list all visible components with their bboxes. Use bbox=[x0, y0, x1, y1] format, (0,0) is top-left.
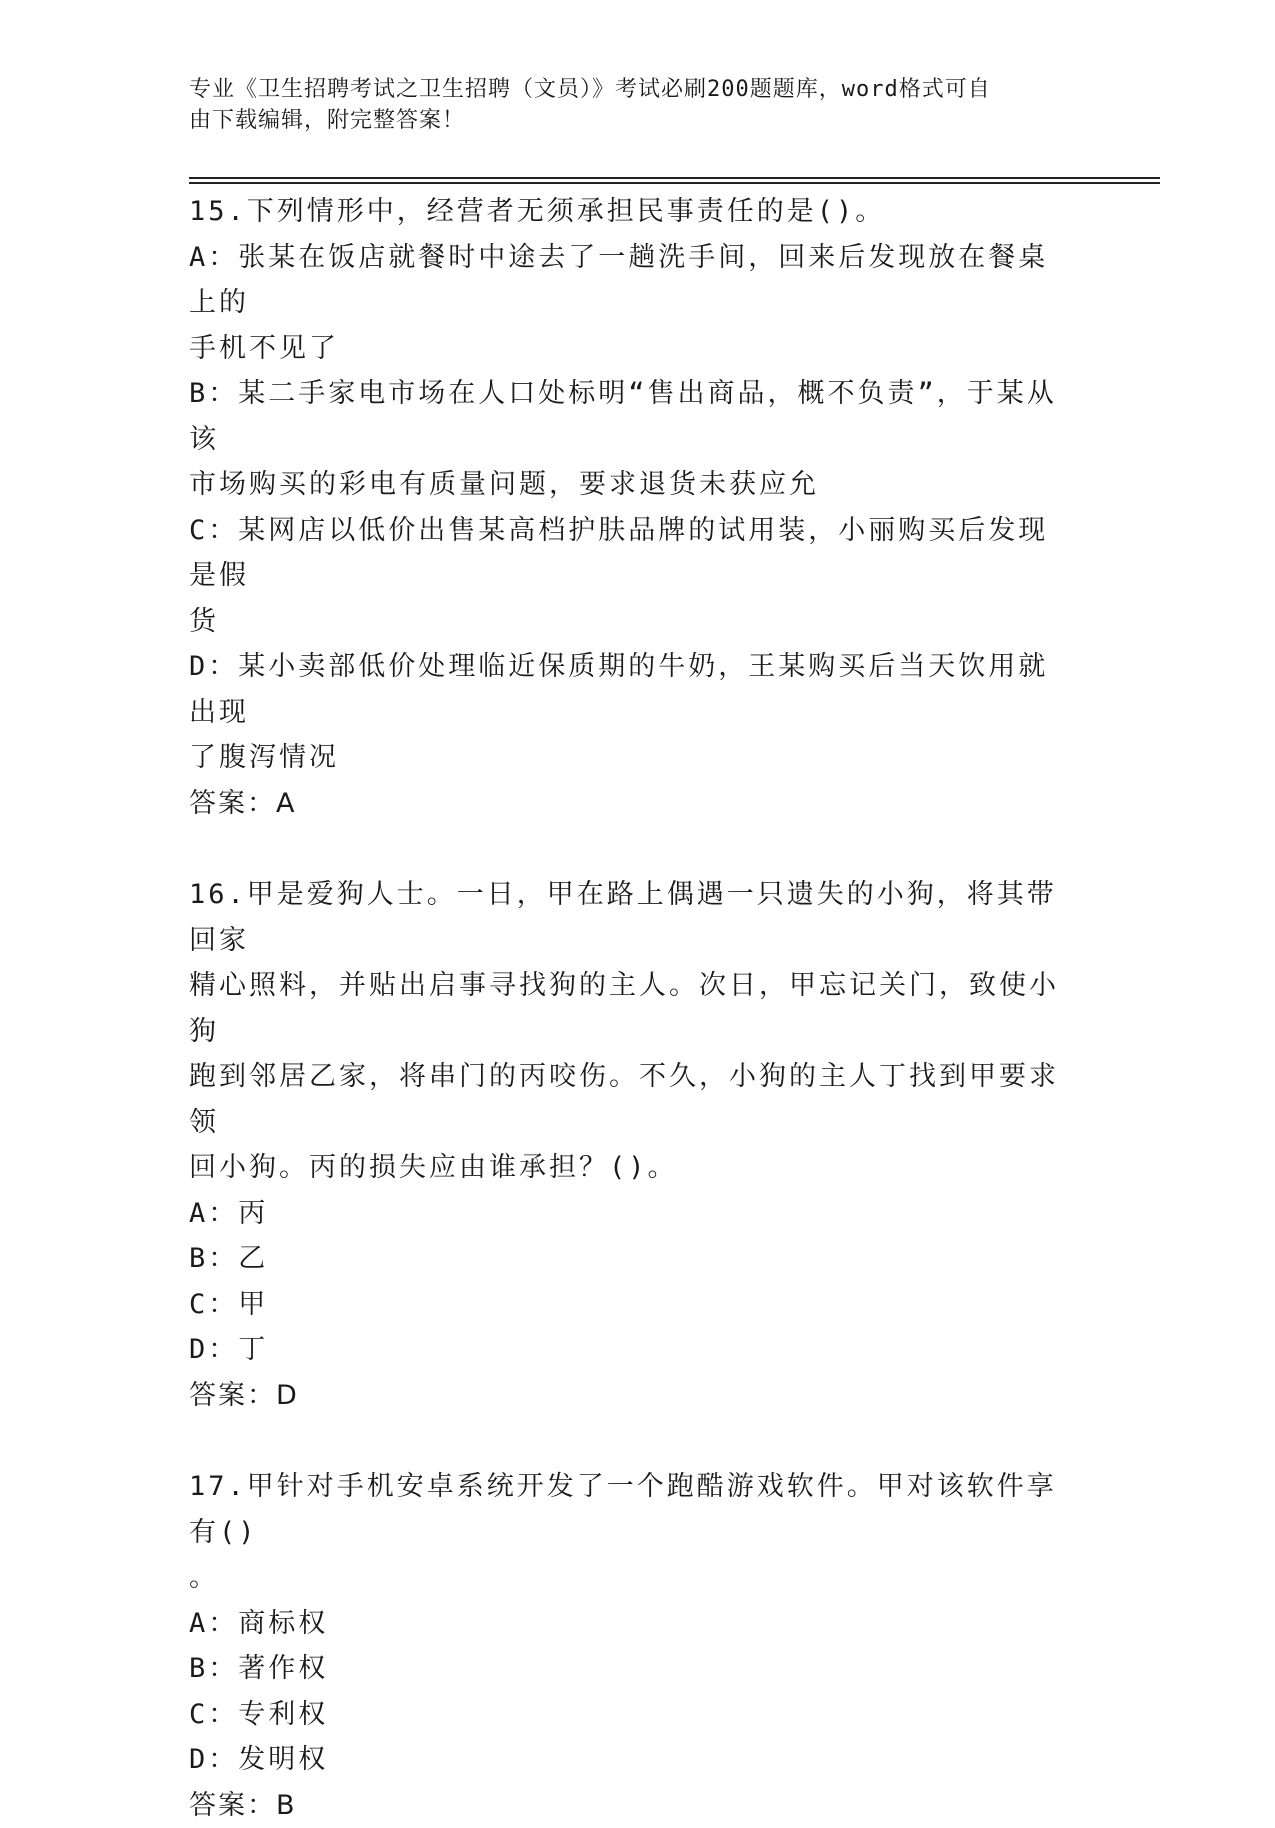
option-d-line-1: D：某小卖部低价处理临近保质期的牛奶，王某购买后当天饮用就出现 bbox=[189, 644, 1069, 735]
answer-label: 答案：D bbox=[189, 1373, 1069, 1419]
option-a: A：商标权 bbox=[189, 1601, 1069, 1647]
header-line-2: 由下载编辑，附完整答案！ bbox=[189, 105, 1069, 136]
question-stem-line: 回小狗。丙的损失应由谁承担？()。 bbox=[189, 1145, 1069, 1191]
question-stem-line: 跑到邻居乙家，将串门的丙咬伤。不久，小狗的主人丁找到甲要求领 bbox=[189, 1054, 1069, 1145]
option-c: C：甲 bbox=[189, 1282, 1069, 1328]
option-c-line-2: 货 bbox=[189, 599, 1069, 645]
question-list bbox=[189, 189, 1069, 1828]
option-d: D：丁 bbox=[189, 1327, 1069, 1373]
document-header bbox=[189, 74, 1069, 136]
header-divider-bottom bbox=[189, 182, 1160, 184]
option-a: A：丙 bbox=[189, 1191, 1069, 1237]
option-a-line-2: 手机不见了 bbox=[189, 326, 1069, 372]
question-stem-line: 17.甲针对手机安卓系统开发了一个跑酷游戏软件。甲对该软件享有() bbox=[189, 1464, 1069, 1555]
option-a-line-1: A：张某在饭店就餐时中途去了一趟洗手间，回来后发现放在餐桌上的 bbox=[189, 235, 1069, 326]
answer-label: 答案：A bbox=[189, 781, 1069, 827]
option-d-line-2: 了腹泻情况 bbox=[189, 735, 1069, 781]
question-spacer bbox=[189, 826, 1069, 872]
question-15 bbox=[189, 189, 1069, 826]
question-stem-line: 精心照料，并贴出启事寻找狗的主人。次日，甲忘记关门，致使小狗 bbox=[189, 963, 1069, 1054]
question-stem-line: 。 bbox=[189, 1555, 1069, 1601]
option-c: C：专利权 bbox=[189, 1692, 1069, 1738]
question-16 bbox=[189, 872, 1069, 1418]
question-stem-line: 16.甲是爱狗人士。一日，甲在路上偶遇一只遗失的小狗，将其带回家 bbox=[189, 872, 1069, 963]
option-c-line-1: C：某网店以低价出售某高档护肤品牌的试用装，小丽购买后发现是假 bbox=[189, 508, 1069, 599]
option-b: B：乙 bbox=[189, 1236, 1069, 1282]
option-d: D：发明权 bbox=[189, 1737, 1069, 1783]
header-divider-top bbox=[189, 177, 1160, 179]
option-b-line-2: 市场购买的彩电有质量问题，要求退货未获应允 bbox=[189, 462, 1069, 508]
answer-label: 答案：B bbox=[189, 1783, 1069, 1828]
question-spacer bbox=[189, 1418, 1069, 1464]
header-line-1: 专业《卫生招聘考试之卫生招聘（文员）》考试必刷200题题库，word格式可自 bbox=[189, 74, 1069, 105]
option-b-line-1: B：某二手家电市场在人口处标明“售出商品，概不负责”，于某从该 bbox=[189, 371, 1069, 462]
option-b: B：著作权 bbox=[189, 1646, 1069, 1692]
question-17 bbox=[189, 1464, 1069, 1828]
question-stem-line: 15.下列情形中，经营者无须承担民事责任的是()。 bbox=[189, 189, 1069, 235]
